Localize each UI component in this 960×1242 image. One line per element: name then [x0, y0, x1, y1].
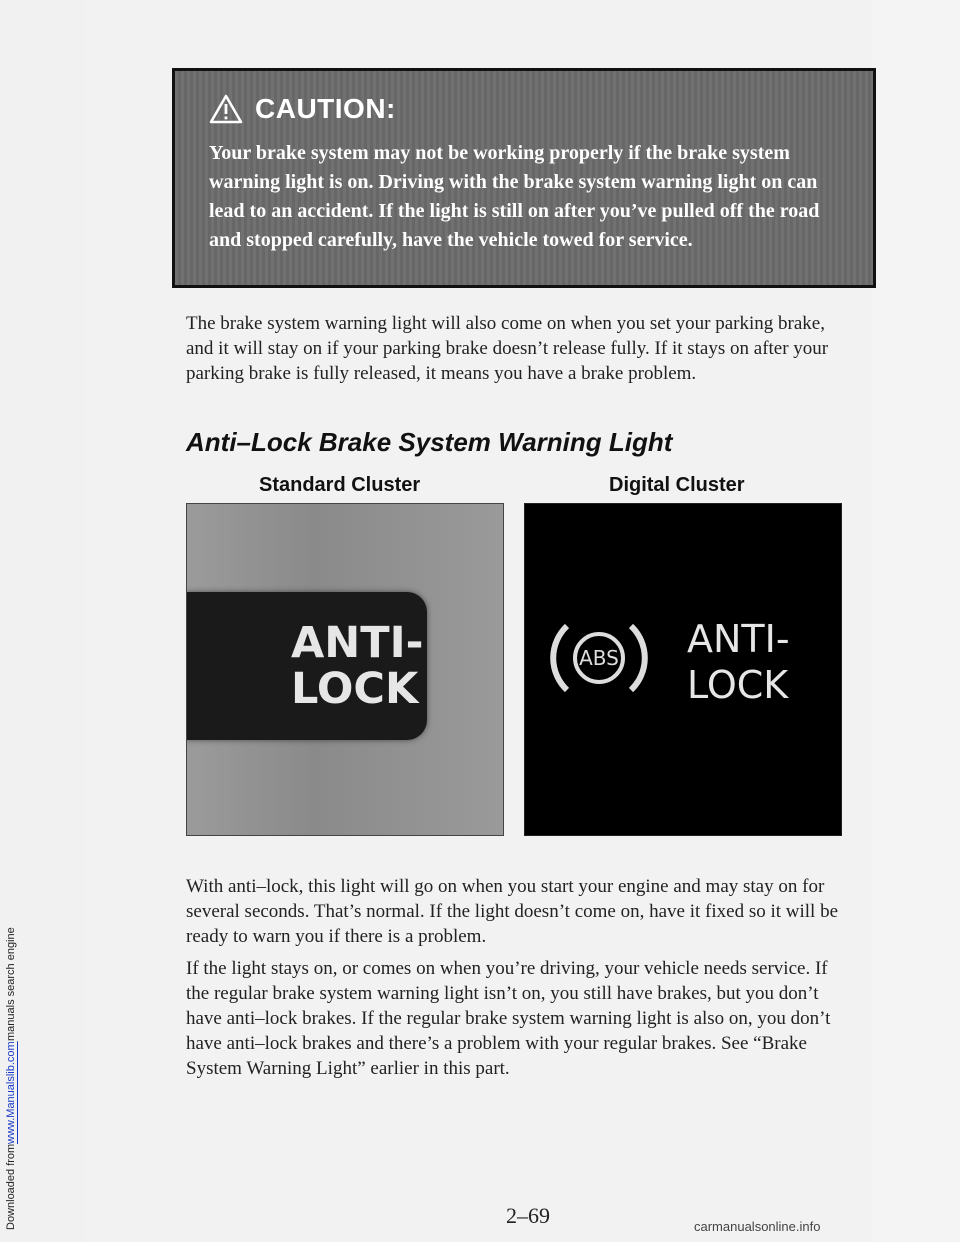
standard-cluster-label: Standard Cluster: [259, 474, 421, 496]
warning-triangle-icon: [209, 94, 243, 124]
caution-box: [172, 68, 876, 288]
footer-watermark: carmanualsonline.info: [694, 1219, 821, 1234]
anti-lock-startup-paragraph: With anti–lock, this light will go on when you start your engine and may stay on for several seconds. That’s normal. If the light doesn’t come on, have it fixed so it will be ready to warn you if there is a problem.: [186, 876, 839, 947]
standard-anti-lock-lamp: [291, 620, 423, 712]
section-heading: Anti–Lock Brake System Warning Light: [186, 427, 673, 457]
abs-symbol: [547, 614, 651, 702]
caution-header: [209, 93, 396, 125]
caution-text: Your brake system may not be working properly if the brake system warning light is on. Driving with the brake system warning light on can lead to an accident. If the light is still on after you’ve pulled off the road and stopped carefully, have the vehicle towed for service.: [209, 142, 820, 251]
digital-cluster-label: Digital Cluster: [609, 474, 745, 496]
download-note-prefix: Downloaded from: [5, 1143, 17, 1230]
anti-lock-service-paragraph: If the light stays on, or comes on when you’re driving, your vehicle needs service. If the regular brake system warning light isn’t on, you still have brakes, but you don’t have anti–lock brakes. If the regular brake system warning light is also on, you don’t have anti–lock brakes and there’s a problem with your regular brakes. See “Brake System Warning Light” earlier in this part.: [186, 958, 831, 1079]
download-note: [0, 0, 22, 1242]
parking-brake-paragraph: The brake system warning light will also come on when you set your parking brake, and it will stay on if your parking brake doesn’t release fully. If it stays on after your parking brake is fully released, it means you have a brake problem.: [186, 313, 829, 384]
caution-title: CAUTION:: [255, 93, 396, 124]
standard-cluster-image: [186, 503, 504, 836]
digital-cluster-image: [524, 503, 842, 836]
page-number: 2–69: [506, 1203, 550, 1228]
digital-lamp-line-2: LOCK: [687, 663, 789, 707]
abs-label: ABS: [579, 646, 619, 670]
standard-lamp-line-1: ANTI-: [291, 618, 424, 668]
digital-anti-lock-lamp: [687, 616, 790, 708]
standard-lamp-line-2: LOCK: [291, 664, 419, 714]
download-note-suffix: manuals search engine: [5, 927, 17, 1042]
manualslib-link[interactable]: www.Manualslib.com: [5, 1041, 17, 1144]
digital-lamp-line-1: ANTI-: [687, 617, 790, 661]
